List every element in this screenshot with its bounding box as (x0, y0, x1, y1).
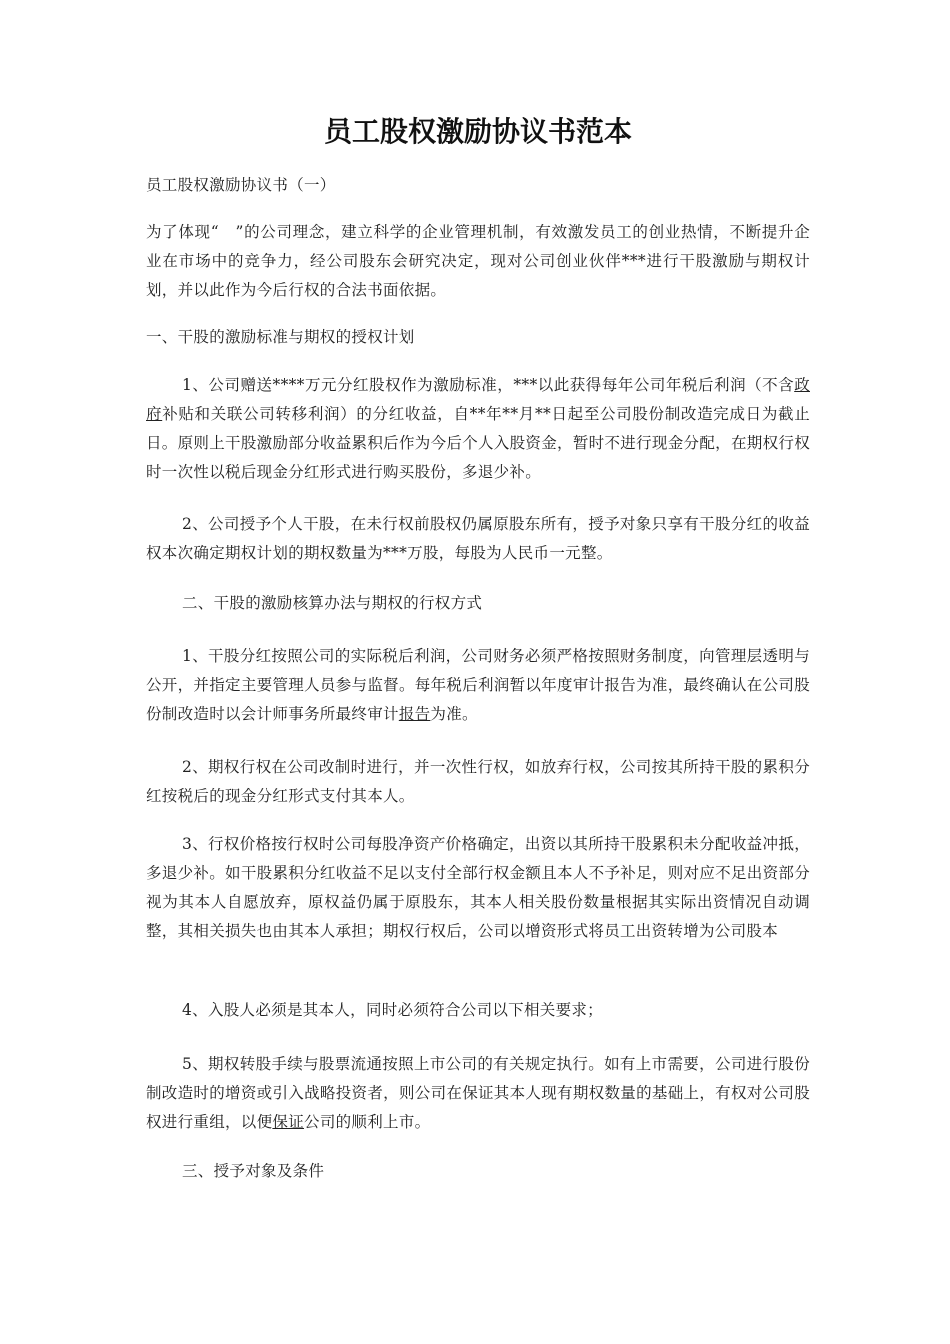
guarantee-link[interactable]: 保证 (272, 1113, 305, 1131)
government-link[interactable]: 政府 (146, 376, 810, 423)
paragraph-text: 为准。 (430, 705, 478, 723)
section-3-heading: 三、授予对象及条件 (182, 1162, 325, 1180)
report-link[interactable]: 报告 (398, 705, 431, 723)
paragraph-text: 补贴和关联公司转移利润）的分红收益，自**年**月**日起至公司股份制改造完成日为截止日。原则上干股激励部分收益累积后作为今后个人入股资金，暂时不进行现金分配，在期权行权时一次性以税后现金分红形式进行购买股份，多退少补。 (146, 405, 810, 481)
section-2-paragraph-3: 3、行权价格按行权时公司每股净资产价格确定，出资以其所持干股累积未分配收益冲抵，多退少补。如干股累积分红收益不足以支付全部行权金额且本人不予补足，则对应不足出资部分视为其本人自愿放弃，原权益仍属于原股东，其本人相关股份数量根据其实际出资情况自动调整，其相关损失也由其本人承担；期权行权后，公司以增资形式将员工出资转增为公司股本 (146, 835, 810, 940)
paragraph-text: 1、公司赠送****万元分红股权作为激励标准，***以此获得每年公司年税后利润（不含 (182, 376, 795, 394)
section-1-paragraph-2: 2、公司授予个人干股，在未行权前股权仍属原股东所有，授予对象只享有干股分红的收益权本次确定期权计划的期权数量为***万股，每股为人民币一元整。 (146, 515, 810, 562)
section-2-paragraph-5 (146, 1050, 810, 1137)
section-2-paragraph-4: 4、入股人必须是其本人，同时必须符合公司以下相关要求； (182, 1001, 603, 1019)
paragraph-text: 1、干股分红按照公司的实际税后利润，公司财务必须严格按照财务制度，向管理层透明与公开，并指定主要管理人员参与监督。每年税后利润暂以年度审计报告为准，最终确认在公司股份制改造时以会计师事务所最终审计 (146, 647, 810, 723)
section-2-paragraph-1 (146, 642, 810, 729)
paragraph-text: 5、期权转股手续与股票流通按照上市公司的有关规定执行。如有上市需要，公司进行股份制改造时的增资或引入战略投资者，则公司在保证其本人现有期权数量的基础上，有权对公司股权进行重组，以便 (146, 1055, 810, 1131)
paragraph-text: 公司的顺利上市。 (304, 1113, 431, 1131)
section-2-paragraph-2: 2、期权行权在公司改制时进行，并一次性行权，如放弃行权，公司按其所持干股的累积分红按税后的现金分红形式支付其本人。 (146, 758, 810, 805)
intro-paragraph: 为了体现“ ”的公司理念，建立科学的企业管理机制，有效激发员工的创业热情，不断提升企业在市场中的竞争力，经公司股东会研究决定，现对公司创业伙伴***进行干股激励与期权计划，并以此作为今后行权的合法书面依据。 (146, 223, 810, 299)
section-1-paragraph-1 (146, 371, 810, 487)
document-title: 员工股权激励协议书范本 (323, 115, 632, 148)
document-subtitle: 员工股权激励协议书（一） (146, 176, 336, 194)
section-1-heading: 一、干股的激励标准与期权的授权计划 (146, 328, 415, 346)
section-2-heading: 二、干股的激励核算办法与期权的行权方式 (182, 594, 483, 612)
